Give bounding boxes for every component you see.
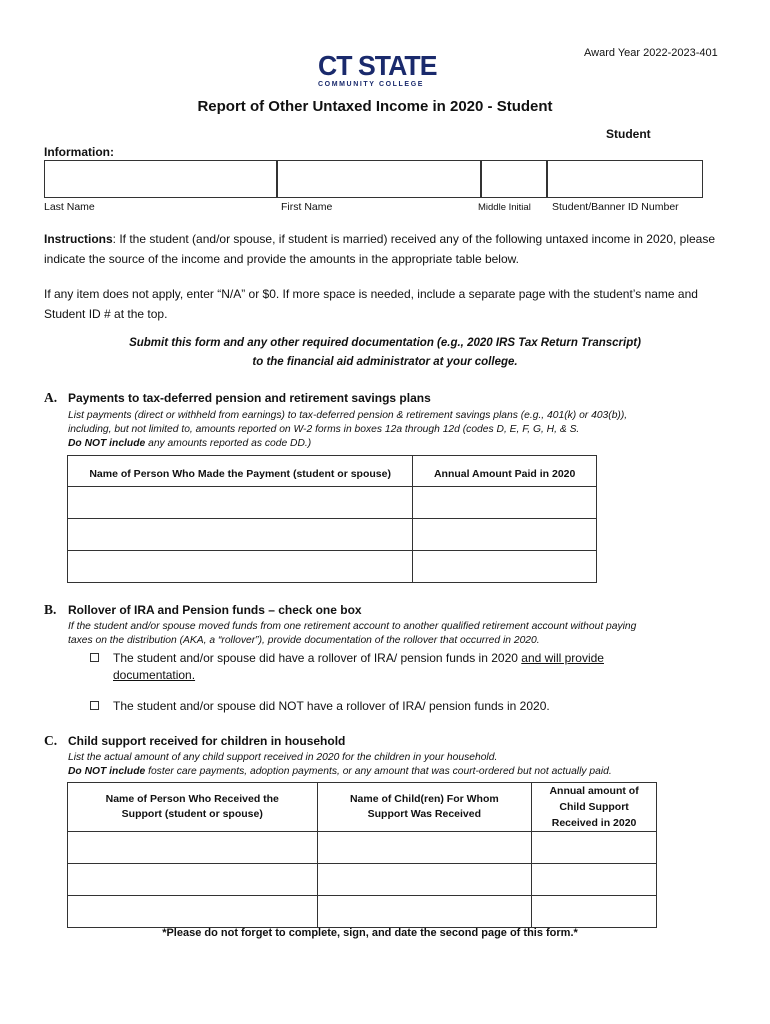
section-c-cell[interactable] — [317, 896, 532, 928]
instructions-body: : If the student (and/or spouse, if student is married) received any of the following untaxed income in 2020, please indicate the source of the income and provide the amounts in the appropriate table below. — [44, 232, 716, 266]
section-c-table — [67, 782, 657, 928]
section-c-desc-2 — [68, 765, 748, 779]
section-a-cell[interactable] — [68, 519, 413, 551]
rollover-yes-underlined-2: documentation. — [113, 668, 196, 682]
section-b-description — [68, 620, 748, 648]
award-year: Award Year 2022-2023-401 — [584, 47, 718, 59]
section-c-col-amount-l2: Child Support — [559, 801, 629, 813]
section-c-col-children — [317, 783, 532, 832]
section-c-desc-1: List the actual amount of any child support received in 2020 for the children in your household. — [68, 752, 498, 763]
submit-line-1: Submit this form and any other required documentation (e.g., 2020 IRS Tax Return Transcript) — [129, 337, 641, 349]
student-label: Student — [606, 127, 651, 141]
table-row — [68, 832, 657, 864]
section-a-description — [68, 409, 748, 451]
section-a-desc-3-rest: any amounts reported as code DD.) — [145, 438, 312, 449]
section-c-cell[interactable] — [68, 832, 318, 864]
section-c-cell[interactable] — [532, 864, 657, 896]
section-c-cell[interactable] — [317, 864, 532, 896]
instructions-lead: Instructions — [44, 232, 113, 246]
section-b-title: Rollover of IRA and Pension funds – check one box — [68, 603, 362, 617]
student-id-label: Student/Banner ID Number — [552, 201, 679, 213]
section-b-desc-1: If the student and/or spouse moved funds from one retirement account to another qualified retirement account without paying — [68, 621, 637, 632]
section-a-desc-3 — [68, 437, 748, 451]
section-a-cell[interactable] — [413, 519, 597, 551]
section-c-cell[interactable] — [317, 832, 532, 864]
section-c-cell[interactable] — [532, 832, 657, 864]
section-c-desc-2-bold: Do NOT include — [68, 766, 146, 777]
section-c-letter: C. — [44, 733, 58, 748]
last-name-label: Last Name — [44, 201, 95, 213]
section-c-col-amount — [532, 783, 657, 832]
table-row — [68, 551, 597, 583]
middle-initial-label: Middle Initial — [478, 202, 531, 213]
section-a-desc-1: List payments (direct or withheld from earnings) to tax-deferred pension & retirement savings plans (e.g., 401(k) or 403(b)), — [68, 410, 628, 421]
section-b-heading — [44, 602, 362, 618]
section-c-title: Child support received for children in household — [68, 734, 346, 748]
student-id-field[interactable] — [547, 160, 703, 198]
section-a-col-name: Name of Person Who Made the Payment (student or spouse) — [68, 456, 413, 487]
rollover-option-no[interactable] — [90, 698, 550, 715]
last-name-field[interactable] — [44, 160, 277, 198]
rollover-no-checkbox[interactable] — [90, 701, 99, 710]
section-b-letter: B. — [44, 602, 57, 617]
instructions-text — [44, 229, 730, 269]
middle-initial-field[interactable] — [481, 160, 547, 198]
section-a-cell[interactable] — [68, 487, 413, 519]
section-a-cell[interactable] — [68, 551, 413, 583]
rollover-yes-text: The student and/or spouse did have a rollover of IRA/ pension funds in 2020 — [113, 651, 522, 665]
section-b-desc-2: taxes on the distribution (AKA, a “rollover”), provide documentation of the rollover that occurred in 2020. — [68, 635, 540, 646]
first-name-field[interactable] — [277, 160, 481, 198]
rollover-option-yes[interactable] — [90, 650, 604, 684]
section-a-cell[interactable] — [413, 551, 597, 583]
section-c-col-children-l1: Name of Child(ren) For Whom — [349, 793, 499, 805]
section-c-col-amount-l3: Received in 2020 — [551, 817, 637, 829]
section-c-cell[interactable] — [68, 864, 318, 896]
section-c-col-amount-l1: Annual amount of — [549, 785, 639, 797]
first-name-label: First Name — [281, 201, 333, 213]
college-logo — [318, 52, 442, 88]
section-a-desc-3-bold: Do NOT include — [68, 438, 146, 449]
section-a-letter: A. — [44, 390, 58, 405]
section-c-col-person-l2: Support (student or spouse) — [121, 808, 263, 820]
section-a-table — [67, 455, 597, 583]
section-a-col-amount: Annual Amount Paid in 2020 — [413, 456, 597, 487]
section-c-cell[interactable] — [532, 896, 657, 928]
table-row — [68, 487, 597, 519]
section-c-col-person-l1: Name of Person Who Received the — [105, 793, 279, 805]
table-row — [68, 896, 657, 928]
rollover-no-text: The student and/or spouse did NOT have a rollover of IRA/ pension funds in 2020. — [113, 699, 550, 713]
rollover-yes-checkbox[interactable] — [90, 653, 99, 662]
section-a-desc-2: including, but not limited to, amounts reported on W-2 forms in boxes 12a through 12d (codes D, E, F, G, H, & S. — [68, 424, 580, 435]
rollover-yes-underlined: and will provide — [521, 651, 604, 665]
section-c-heading — [44, 733, 345, 749]
information-label: Information: — [44, 145, 114, 159]
footer-note: *Please do not forget to complete, sign, and date the second page of this form.* — [162, 927, 578, 939]
section-a-heading — [44, 390, 431, 406]
submit-note — [0, 334, 770, 372]
table-row — [68, 519, 597, 551]
na-instructions: If any item does not apply, enter “N/A” or $0. If more space is needed, include a separate page with the student’s name and Student ID # at the top. — [44, 287, 698, 321]
section-a-cell[interactable] — [413, 487, 597, 519]
logo-main-text: CT STATE — [318, 50, 437, 81]
section-c-col-person — [68, 783, 318, 832]
page-title: Report of Other Untaxed Income in 2020 - Student — [197, 98, 553, 115]
table-row — [68, 864, 657, 896]
section-c-description — [68, 751, 748, 779]
logo-sub-text: COMMUNITY COLLEGE — [318, 81, 425, 88]
section-c-col-children-l2: Support Was Received — [367, 808, 482, 820]
section-a-title: Payments to tax-deferred pension and retirement savings plans — [68, 391, 431, 405]
section-c-desc-2-rest: foster care payments, adoption payments, or any amount that was court-ordered but not actually paid. — [145, 766, 612, 777]
section-c-cell[interactable] — [68, 896, 318, 928]
submit-line-2: to the financial aid administrator at your college. — [252, 356, 518, 368]
